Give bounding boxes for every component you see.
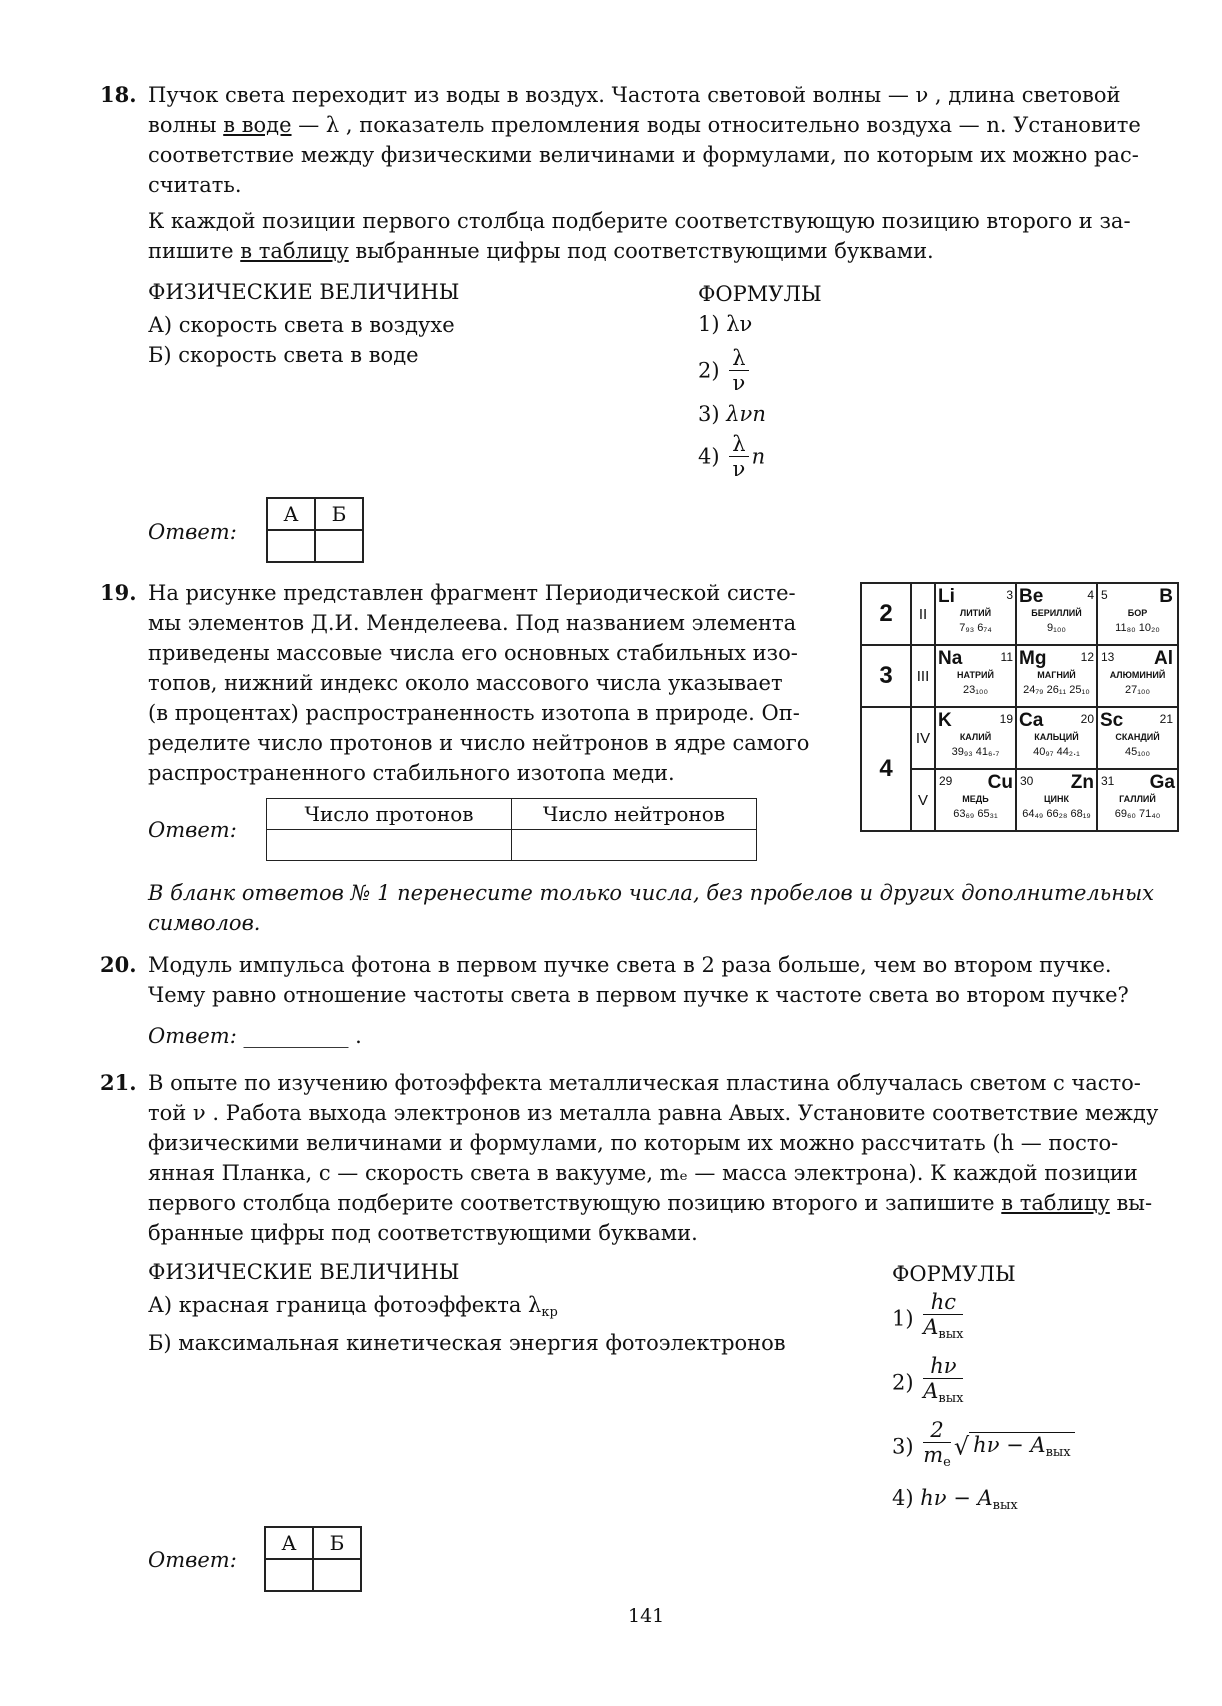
element-al: 13 Al АЛЮМИНИЙ 27₁₀₀ <box>1097 645 1178 707</box>
answer-header-a: А <box>265 1527 313 1559</box>
q21-formula-4: 4) $h\nu - A_{вых}$ <box>892 1486 1018 1513</box>
element-k: K 19 КАЛИЙ 39₉₃ 41₆.₇ <box>935 707 1016 769</box>
q18-instruction <box>148 206 1194 266</box>
answer-header-a: А <box>267 498 315 530</box>
answer-header-b: Б <box>315 498 363 530</box>
answer-label: Ответ: <box>148 520 237 544</box>
question-20-text <box>148 950 1194 1010</box>
period-label: 2 <box>861 583 911 645</box>
page-number: 141 <box>628 1605 665 1627</box>
q20-line-1: Модуль импульса фотона в первом пучке света в 2 раза больше, чем во втором пучке. <box>148 953 1112 977</box>
answer-label: Ответ: <box>148 1548 237 1572</box>
answer-cell-a[interactable] <box>265 1559 313 1591</box>
q18-item-a: А) скорость света в воздухе <box>148 313 455 337</box>
q21-items <box>148 1290 786 1358</box>
question-number: 18. <box>100 82 137 107</box>
q18-formula-2: 2) $\frac{\lambda}{\nu}$ <box>698 346 752 395</box>
question-19-text <box>148 578 838 788</box>
q21-line: физическими величинами и формулами, по которым их можно рассчитать (h — посто- <box>148 1131 1119 1155</box>
answer-blank[interactable]: __________ . <box>243 1024 362 1048</box>
element-ca: Ca 20 КАЛЬЦИЙ 40₉₇ 44₂.₁ <box>1016 707 1097 769</box>
q19-note-line-1: В бланк ответов № 1 перенесите только числа, без пробелов и других дополнительных <box>148 881 1155 905</box>
q18-line-2: волны в воде — λ , показатель преломления воды относительно воздуха — n. Установите <box>148 113 1141 137</box>
row-label: IV <box>911 707 935 769</box>
neutrons-header: Число нейтронов <box>512 799 757 830</box>
q18-formula-3: 3) λνn <box>698 402 766 426</box>
element-b: 5 B БОР 11₈₀ 10₂₀ <box>1097 583 1178 645</box>
q21-line: бранные цифры под соответствующими буквами. <box>148 1221 698 1245</box>
q19-note <box>148 878 1194 938</box>
q19-line: ределите число протонов и число нейтронов в ядре самого <box>148 731 810 755</box>
q18-left-heading: ФИЗИЧЕСКИЕ ВЕЛИЧИНЫ <box>148 280 460 304</box>
answer-cell-b[interactable] <box>315 530 363 562</box>
q21-item-b: Б) максимальная кинетическая энергия фотоэлектронов <box>148 1331 786 1355</box>
q20-answer: Ответ: __________ . <box>148 1024 362 1048</box>
protons-cell[interactable] <box>267 830 512 861</box>
period-label: 4 <box>861 707 911 831</box>
q18-line-3: соответствие между физическими величинами и формулами, по которым их можно рас- <box>148 143 1139 167</box>
element-ga: 31 Ga ГАЛЛИЙ 69₆₀ 71₄₀ <box>1097 769 1178 831</box>
row-label: III <box>911 645 935 707</box>
q21-line: первого столбца подберите соответствующую позицию второго и запишите в таблицу вы- <box>148 1191 1153 1215</box>
q18-item-b: Б) скорость света в воде <box>148 343 419 367</box>
q19-line: топов, нижний индекс около массового числа указывает <box>148 671 783 695</box>
q21-line: В опыте по изучению фотоэффекта металлическая пластина облучалась светом с часто- <box>148 1071 1141 1095</box>
question-21-text <box>148 1068 1194 1248</box>
q18-line-4: считать. <box>148 173 242 197</box>
q19-note-line-2: символов. <box>148 911 261 935</box>
question-number: 20. <box>100 952 137 977</box>
q21-line: янная Планка, c — скорость света в вакууме, mₑ — масса электрона). К каждой позиции <box>148 1161 1138 1185</box>
question-18-text <box>148 80 1194 200</box>
q18-answer-table <box>266 497 364 563</box>
element-be: Be 4 БЕРИЛЛИЙ 9₁₀₀ <box>1016 583 1097 645</box>
neutrons-cell[interactable] <box>512 830 757 861</box>
q21-formula-3: 3) $\frac{2}{m_e}$ √ $h\nu - A_{вых}$ <box>892 1418 1075 1475</box>
q19-line: приведены массовые числа его основных стабильных изо- <box>148 641 798 665</box>
question-number: 21. <box>100 1070 137 1095</box>
q18-formula-1: 1) λν <box>698 312 753 336</box>
periodic-table-fragment <box>860 582 1179 832</box>
element-cu: 29 Cu МЕДЬ 63₆₉ 65₃₁ <box>935 769 1016 831</box>
sqrt-icon: √ <box>953 1432 970 1461</box>
row-label: II <box>911 583 935 645</box>
q19-line: мы элементов Д.И. Менделеева. Под названием элемента <box>148 611 797 635</box>
q19-line: распространенного стабильного изотопа меди. <box>148 761 675 785</box>
answer-header-b: Б <box>313 1527 361 1559</box>
q18-items <box>148 310 455 370</box>
element-li: Li 3 ЛИТИЙ 7₉₃ 6₇₄ <box>935 583 1016 645</box>
q21-answer-table <box>264 1526 362 1592</box>
q18-instruction-line-1: К каждой позиции первого столбца подберите соответствующую позицию второго и за- <box>148 209 1131 233</box>
answer-label: Ответ: <box>148 818 237 842</box>
element-na: Na 11 НАТРИЙ 23₁₀₀ <box>935 645 1016 707</box>
answer-cell-b[interactable] <box>313 1559 361 1591</box>
element-sc: Sc 21 СКАНДИЙ 45₁₀₀ <box>1097 707 1178 769</box>
q20-line-2: Чему равно отношение частоты света в первом пучке к частоте света во втором пучке? <box>148 983 1129 1007</box>
q21-item-a: А) красная граница фотоэффекта $\lambda_{кр}$ <box>148 1293 558 1320</box>
q21-right-heading: ФОРМУЛЫ <box>892 1262 1016 1286</box>
q21-line: той ν . Работа выхода электронов из металла равна Aвых. Установите соответствие между <box>148 1101 1159 1125</box>
row-label: V <box>911 769 935 831</box>
q19-line: На рисунке представлен фрагмент Периодической систе- <box>148 581 796 605</box>
q19-line: (в процентах) распространенность изотопа в природе. Оп- <box>148 701 800 725</box>
q18-right-heading: ФОРМУЛЫ <box>698 282 822 306</box>
protons-header: Число протонов <box>267 799 512 830</box>
q21-left-heading: ФИЗИЧЕСКИЕ ВЕЛИЧИНЫ <box>148 1260 460 1284</box>
answer-cell-a[interactable] <box>267 530 315 562</box>
element-zn: 30 Zn ЦИНК 64₄₉ 66₂₈ 68₁₉ <box>1016 769 1097 831</box>
period-label: 3 <box>861 645 911 707</box>
q18-line-1: Пучок света переходит из воды в воздух. Частота световой волны — ν , длина световой <box>148 83 1121 107</box>
q21-formula-2: 2) $\frac{h\nu}{A_{вых}}$ <box>892 1354 964 1406</box>
q18-instruction-line-2: пишите в таблицу выбранные цифры под соответствующими буквами. <box>148 239 934 263</box>
q18-formula-4: 4) $\frac{\lambda}{\nu}$ n <box>698 432 766 481</box>
element-mg: Mg 12 МАГНИЙ 24₇₉ 26₁₁ 25₁₀ <box>1016 645 1097 707</box>
question-number: 19. <box>100 580 137 605</box>
q21-formula-1: 1) $\frac{hc}{A_{вых}}$ <box>892 1290 964 1342</box>
q19-answer-table <box>266 798 757 861</box>
